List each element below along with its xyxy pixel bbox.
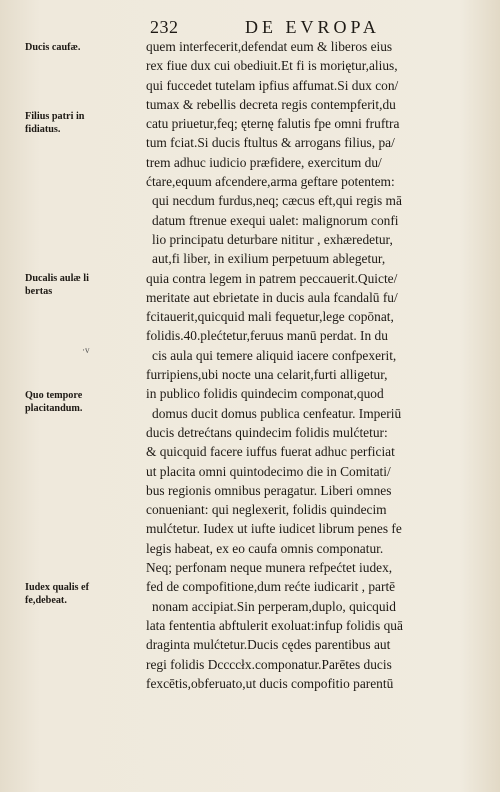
page-header bbox=[150, 17, 490, 39]
margin-note-line: placitandum. bbox=[25, 402, 83, 414]
text-line: qui fuccedet tutelam ipfius affumat.Si dux con/ bbox=[146, 77, 399, 93]
margin-note-line: Filius patri in bbox=[25, 111, 85, 122]
text-line: quem interfecerit,defendat eum & liberos eius bbox=[146, 39, 393, 54]
margin-note-line: bertas bbox=[25, 285, 53, 297]
text-line: catu priuetur,feq; ęternę falutis fpe omni fruftra bbox=[146, 116, 400, 132]
text-line: aut,fi liber, in exilium perpetuum ablegetur, bbox=[152, 251, 386, 267]
text-line: Neq; perfonam neque munera refpećtet iudex, bbox=[146, 560, 393, 576]
page-number: 232 bbox=[150, 17, 179, 37]
text-line: bus regionis omnibus peragatur. Liberi omnes bbox=[146, 482, 392, 498]
text-line: folidis.40.plećtetur,feruus manū perdat. In du bbox=[146, 328, 388, 344]
text-line: qui necdum furdus,neq; cæcus eft,qui regis mā bbox=[152, 193, 402, 209]
text-line: furripiens,ubi nocte una celarit,furti alligetur, bbox=[146, 367, 388, 383]
margin-note-line: Iudex qualis ef bbox=[25, 582, 89, 593]
text-line: ćtare,equum afcendere,arma geftare potentem: bbox=[146, 174, 395, 190]
text-line: tumax & rebellis decreta regis contempferit,du bbox=[146, 96, 396, 112]
text-line: ducis detrećtans quindecim folidis mulćtetur: bbox=[146, 424, 388, 440]
text-line: meritate aut ebrietate in ducis aula fcandalū fu/ bbox=[146, 289, 398, 305]
text-line: lata fententia abftulerit exoluat:infup folidis quā bbox=[146, 617, 403, 633]
text-line: draginta mulćtetur.Ducis cędes parentibus aut bbox=[146, 637, 391, 653]
text-line: datum ftrenue exequi ualet: malignorum confi bbox=[152, 212, 399, 228]
margin-note-line: fe,debeat. bbox=[25, 594, 67, 606]
text-line: rex fiue dux cui obediuit.Et fi is moriętur,alius, bbox=[146, 58, 398, 74]
text-line: tum fciat.Si ducis ftultus & arrogans filius, pa/ bbox=[146, 135, 395, 151]
text-line: domus ducit domus publica cenfeatur. Imperiū bbox=[152, 405, 402, 421]
text-line: lio principatu deturbare nititur , exhæredetur, bbox=[152, 231, 393, 247]
running-title: DE EVROPA bbox=[245, 17, 380, 37]
text-line: nonam accipiat.Sin perperam,duplo, quicquid bbox=[152, 598, 396, 614]
text-line: legis habeat, ex eo caufa omnis componatur. bbox=[146, 540, 384, 556]
margin-note-line: Ducis caufæ. bbox=[25, 42, 81, 53]
text-line: & quicquid facere iuffus fuerat adhuc perficiat bbox=[146, 444, 395, 460]
text-line: fcitauerit,quicquid mali fequetur,lege copōnat, bbox=[146, 309, 394, 325]
text-line: in publico folidis quindecim componat,quod bbox=[146, 386, 384, 402]
text-line: ut placita omni quintodecimo die in Comitati/ bbox=[146, 463, 391, 479]
text-line: regi folidis Dccccłx.componatur.Parētes ducis bbox=[146, 656, 392, 672]
text-line: conueniant: qui neglexerit, folidis quindecim bbox=[146, 502, 387, 518]
margin-note-filius bbox=[25, 111, 147, 136]
text-line: cis aula qui temere aliquid iacere confpexerit, bbox=[152, 347, 397, 363]
margin-note-line: Ducalis aulæ li bbox=[25, 273, 89, 284]
text-line: fed de compofitione,dum rećte iudicarit , partē bbox=[146, 579, 396, 595]
margin-mark: ·v bbox=[82, 345, 90, 355]
margin-note-line: fidiatus. bbox=[25, 123, 61, 135]
margin-note-iudex bbox=[25, 582, 147, 607]
margin-note-quo-tempore bbox=[25, 390, 147, 415]
text-line: fexcētis,obferuato,ut ducis compofitio parentū bbox=[146, 675, 394, 691]
text-line: mulćtetur. Iudex ut iufte iudicet librum penes fe bbox=[146, 521, 402, 537]
margin-note-ducis-causae bbox=[25, 42, 147, 55]
margin-note-ducalis-aulae bbox=[25, 273, 147, 298]
margin-note-line: Quo tempore bbox=[25, 390, 83, 401]
text-block bbox=[146, 37, 484, 693]
text-line: quia contra legem in patrem peccauerit.Quicte/ bbox=[146, 270, 398, 286]
text-line: trem adhuc iudicio præfidere, exercitum du/ bbox=[146, 154, 382, 170]
